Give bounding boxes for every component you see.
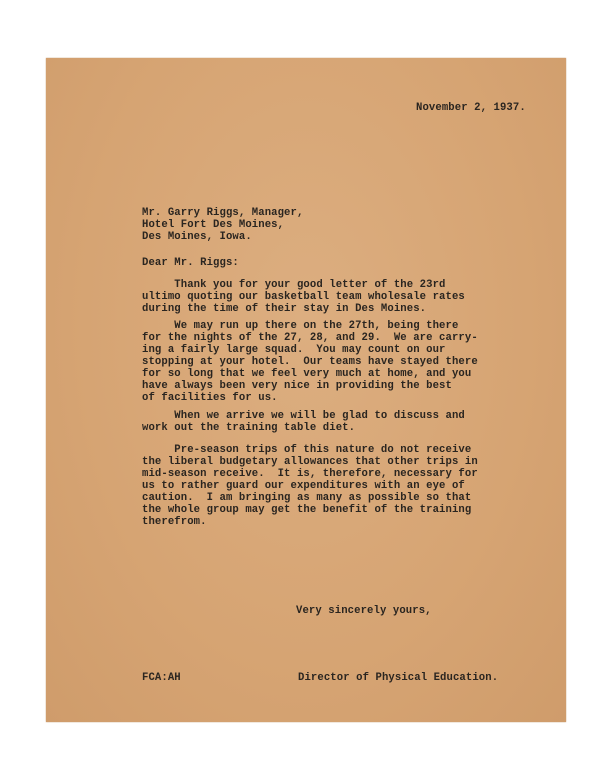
paragraph-2-line: for so long that we feel very much at home, and you [142, 368, 472, 380]
paragraph-4-line: caution. I am bringing as many as possible so that [142, 492, 472, 504]
paragraph-3-line: work out the training table diet. [142, 422, 356, 434]
salutation: Dear Mr. Riggs: [142, 257, 239, 269]
recipient-address-line-3: Des Moines, Iowa. [142, 231, 252, 243]
recipient-address-line-1: Mr. Garry Riggs, Manager, [142, 207, 304, 219]
signature-title: Director of Physical Education. [298, 672, 499, 684]
paragraph-2-line: of facilities for us. [142, 392, 278, 404]
paragraph-4-line: Pre-season trips of this nature do not receive [142, 444, 472, 456]
paragraph-3 [142, 410, 562, 434]
paragraph-2-line: We may run up there on the 27th, being there [142, 320, 459, 332]
typist-initials: FCA:AH [142, 672, 181, 684]
paragraph-1-line: Thank you for your good letter of the 23rd [142, 279, 446, 291]
closing: Very sincerely yours, [296, 605, 432, 617]
paragraph-4-line: us to rather guard our expenditures with an eye of [142, 480, 465, 492]
recipient-address-line-2: Hotel Fort Des Moines, [142, 219, 285, 231]
paragraph-4-line: the liberal budgetary allowances that other trips in [142, 456, 478, 468]
paragraph-3-line: When we arrive we will be glad to discuss and [142, 410, 465, 422]
paragraph-4-line: therefrom. [142, 516, 207, 528]
paragraph-4 [142, 444, 562, 528]
letter-page [46, 58, 566, 722]
paragraph-2-line: for the nights of the 27, 28, and 29. We are carry- [142, 332, 478, 344]
paragraph-1-line: ultimo quoting our basketball team wholesale rates [142, 291, 465, 303]
paragraph-2-line: stopping at your hotel. Our teams have stayed there [142, 356, 478, 368]
paragraph-2-line: have always been very nice in providing the best [142, 380, 452, 392]
letter-date: November 2, 1937. [416, 102, 526, 114]
paragraph-1 [142, 279, 562, 315]
paragraph-2 [142, 320, 562, 404]
paragraph-4-line: mid-season receive. It is, therefore, necessary for [142, 468, 478, 480]
paragraph-1-line: during the time of their stay in Des Moines. [142, 303, 427, 315]
paragraph-4-line: the whole group may get the benefit of the training [142, 504, 472, 516]
paragraph-2-line: ing a fairly large squad. You may count on our [142, 344, 446, 356]
